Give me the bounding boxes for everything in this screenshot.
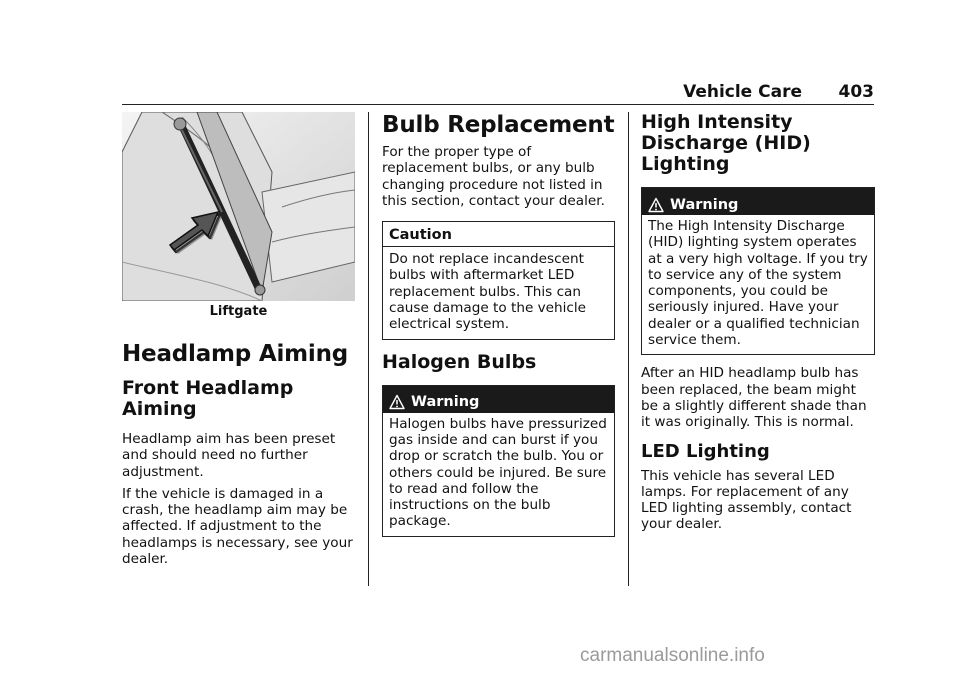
section-heading-bulb-replacement: Bulb Replacement (382, 112, 615, 138)
warning-title: Warning (411, 394, 480, 411)
warning-header (383, 386, 614, 413)
warning-triangle-icon (389, 394, 405, 410)
column-2 (382, 112, 615, 537)
section-title: Vehicle Care (683, 82, 802, 102)
warning-box (641, 187, 875, 355)
subheading-led-lighting: LED Lighting (641, 440, 770, 462)
column-divider (368, 112, 369, 586)
watermark-link[interactable]: carmanualsonline.info (580, 645, 765, 666)
liftgate-strut-arrow-illustration (122, 112, 355, 301)
column-3 (641, 112, 875, 533)
paragraph: For the proper type of replacement bulbs, or any bulb changing procedure not listed in this section, contact your dealer. (382, 144, 605, 209)
subheading-front-headlamp-aiming: Front Headlamp Aiming (122, 377, 294, 420)
section-heading-headlamp-aiming: Headlamp Aiming (122, 341, 349, 367)
warning-triangle-icon (648, 197, 664, 213)
column-divider (628, 112, 629, 586)
paragraph: After an HID headlamp bulb has been replaced, the beam might be a slightly different shade than it was originally. This is normal. (641, 365, 867, 431)
warning-box (382, 385, 615, 537)
subheading-hid-lighting: High Intensity Discharge (HID) Lighting (641, 111, 811, 175)
warning-header (642, 188, 874, 215)
column-1 (122, 112, 355, 567)
figure-caption: Liftgate (209, 304, 268, 319)
page-number: 403 (838, 82, 874, 102)
caution-box (382, 221, 615, 339)
caution-title: Caution (383, 222, 614, 247)
subheading-halogen-bulbs: Halogen Bulbs (382, 350, 537, 373)
header-rule (122, 104, 874, 105)
warning-title: Warning (670, 196, 739, 213)
paragraph: This vehicle has several LED lamps. For replacement of any LED lighting assembly, contact your dealer. (641, 467, 852, 533)
paragraph: If the vehicle is damaged in a crash, the headlamp aim may be affected. If adjustment to the headlamps is necessary, see your dealer. (122, 485, 353, 568)
warning-text: The High Intensity Discharge (HID) lighting system operates at a very high voltage. If you try to service any of the system components, you could be seriously injured. Have your dealer or a qualified technician service them. (648, 218, 868, 349)
running-header (680, 82, 874, 104)
caution-text: Do not replace incandescent bulbs with aftermarket LED replacement bulbs. This can cause damage to the vehicle electrical system. (389, 251, 587, 333)
warning-text: Halogen bulbs have pressurized gas inside and can burst if you drop or scratch the bulb. You or others could be injured. Be sure to read and follow the instructions on the bulb package. (389, 415, 607, 530)
paragraph: Headlamp aim has been preset and should need no further adjustment. (122, 431, 336, 480)
liftgate-illustration (122, 112, 355, 301)
